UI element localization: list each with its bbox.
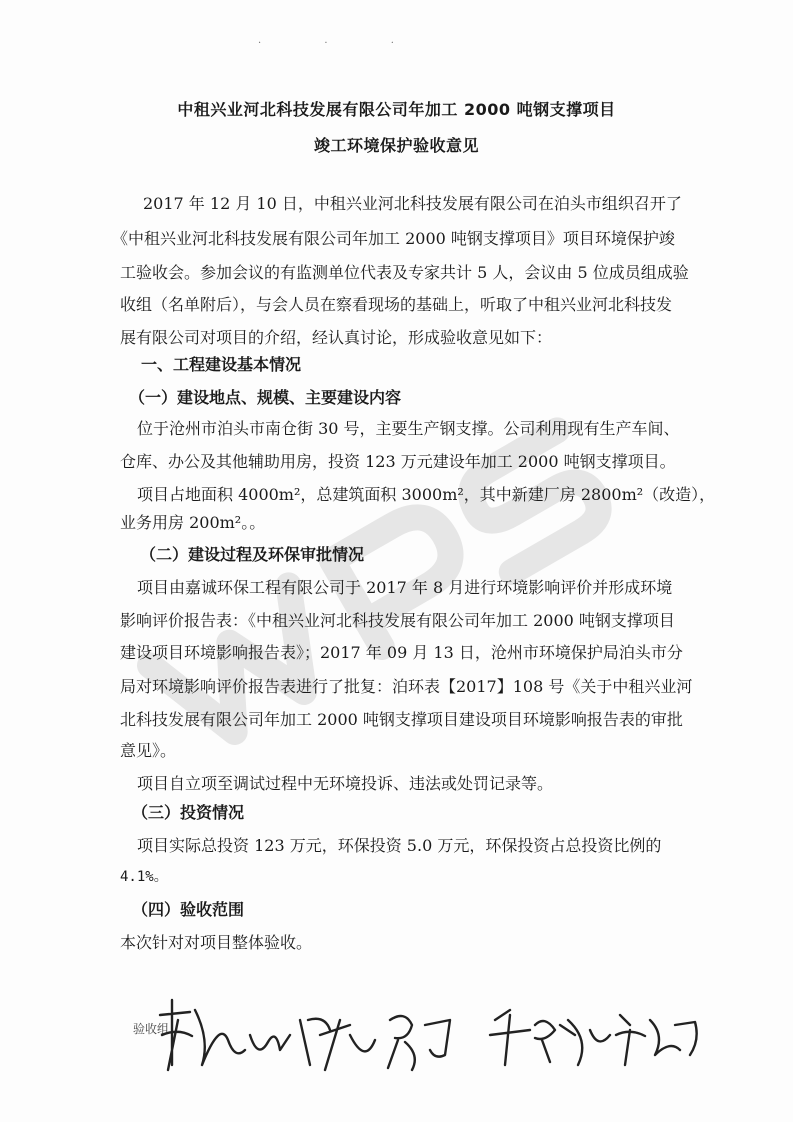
section-heading: 一、工程建设基本情况 bbox=[141, 355, 302, 374]
subsection-heading: （二）建设过程及环保审批情况 bbox=[140, 545, 365, 564]
body-line: 意见》。 bbox=[120, 741, 177, 760]
body-line: 4.1%。 bbox=[120, 869, 168, 885]
body-line: 项目占地面积 4000m²，总建筑面积 3000m²，其中新建厂房 2800m²（改造）， bbox=[137, 485, 716, 504]
signature-3 bbox=[388, 1016, 450, 1070]
signature-1 bbox=[160, 1000, 290, 1070]
body-line: 项目由嘉诚环保工程有限公司于 2017 年 8 月进行环境影响评价并形成环境 bbox=[137, 578, 673, 597]
signature-5 bbox=[616, 1015, 697, 1065]
subsection-heading: （一）建设地点、规模、主要建设内容 bbox=[129, 388, 402, 407]
intro-line: 展有限公司对项目的介绍，经认真讨论，形成验收意见如下： bbox=[120, 328, 553, 347]
body-line: 位于沧州市泊头市南仓街 30 号，主要生产钢支撑。公司利用现有生产车间、 bbox=[137, 419, 680, 438]
body-line: 本次针对对项目整体验收。 bbox=[120, 933, 313, 952]
scan-specks: · · · bbox=[258, 38, 424, 49]
title-line-1: 中租兴业河北科技发展有限公司年加工 2000 吨钢支撑项目 bbox=[177, 100, 616, 119]
signature-4 bbox=[490, 1010, 610, 1065]
body-line: 局对环境影响评价报告表进行了批复：泊环表【2017】108 号《关于中租兴业河 bbox=[120, 677, 693, 696]
subsection-heading: （三）投资情况 bbox=[132, 803, 245, 822]
intro-line: 2017 年 12 月 10 日，中租兴业河北科技发展有限公司在泊头市组织召开了 bbox=[143, 194, 682, 213]
body-line: 建设项目环境影响报告表》；2017 年 09 月 13 日，沧州市环境保护局泊头市分 bbox=[120, 643, 683, 662]
subsection-heading: （四）验收范围 bbox=[132, 900, 245, 919]
signature-2 bbox=[300, 1019, 375, 1070]
body-line: 项目自立项至调试过程中无环境投诉、违法或处罚记录等。 bbox=[137, 774, 554, 793]
handwritten-signatures bbox=[150, 980, 710, 1090]
body-line: 项目实际总投资 123 万元，环保投资 5.0 万元，环保投资占总投资比例的 bbox=[137, 836, 662, 855]
body-line: 北科技发展有限公司年加工 2000 吨钢支撑项目建设项目环境影响报告表的审批 bbox=[120, 710, 683, 729]
intro-line: 《中租兴业河北科技发展有限公司年加工 2000 吨钢支撑项目》项目环境保护竣 bbox=[112, 229, 675, 248]
body-line: 影响评价报告表：《中租兴业河北科技发展有限公司年加工 2000 吨钢支撑项目 bbox=[120, 611, 675, 630]
intro-line: 工验收会。参加会议的有监测单位代表及专家共计 5 人，会议由 5 位成员组成验 bbox=[120, 263, 689, 282]
title-line-2: 竣工环境保护验收意见 bbox=[313, 136, 479, 155]
body-line: 仓库、办公及其他辅助用房，投资 123 万元建设年加工 2000 吨钢支撑项目。 bbox=[120, 452, 676, 471]
signature-label: 验收组： bbox=[133, 1022, 182, 1036]
body-line: 业务用房 200m²。。 bbox=[120, 513, 266, 532]
intro-line: 收组（名单附后），与会人员在察看现场的基础上，听取了中租兴业河北科技发 bbox=[120, 295, 673, 314]
